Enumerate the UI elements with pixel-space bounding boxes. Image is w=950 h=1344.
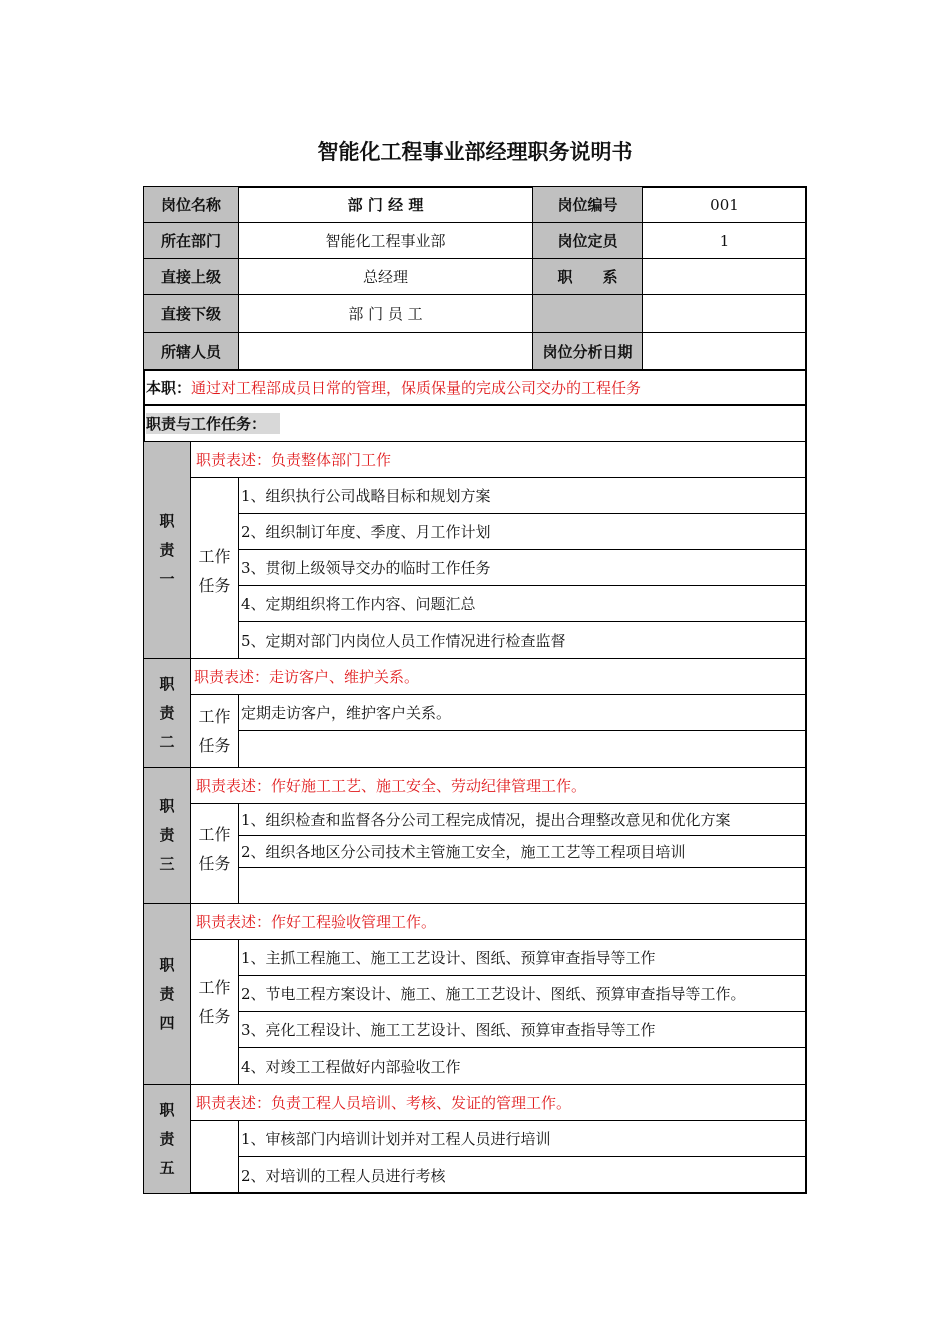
duties-heading-row [143, 405, 807, 442]
duty-4-char-1: 职 [159, 955, 175, 974]
duty-5-char-1: 职 [159, 1100, 175, 1119]
duty-1-task-1: 1、组织执行公司战略目标和规划方案 [238, 477, 807, 514]
duty-3-label [143, 767, 191, 904]
duty-3-task-1: 1、组织检查和监督各分公司工程完成情况，提出合理整改意见和优化方案 [238, 803, 807, 836]
task-label-line-2: 任务 [198, 1007, 231, 1026]
duty-5-task-label [190, 1120, 239, 1194]
task-label-line-2: 任务 [198, 576, 231, 595]
duty-4-char-2: 责 [159, 984, 175, 1003]
duty-1-task-4: 4、定期组织将工作内容、问题汇总 [238, 585, 807, 622]
label-direct-superior: 直接上级 [143, 258, 239, 295]
duty-4-task-label [190, 939, 239, 1085]
label-managed-staff: 所辖人员 [143, 332, 239, 370]
value-job-family [642, 258, 807, 295]
label-job-family: 职 系 [532, 258, 643, 295]
duty-3-description: 职责表述：作好施工工艺、施工安全、劳动纪律管理工作。 [190, 767, 807, 804]
duty-3-char-1: 职 [159, 797, 175, 815]
duty-5-char-2: 责 [159, 1129, 175, 1148]
duty-1-task-5: 5、定期对部门内岗位人员工作情况进行检查监督 [238, 621, 807, 659]
value-direct-subordinate: 部 门 员 工 [238, 294, 533, 333]
label-headcount: 岗位定员 [532, 222, 643, 259]
duty-2-char-1: 职 [159, 674, 175, 693]
duty-1-char-2: 责 [159, 540, 175, 559]
duty-2-label [143, 658, 191, 768]
duty-2-char-3: 二 [159, 732, 175, 751]
label-direct-subordinate: 直接下级 [143, 294, 239, 333]
duty-3-char-2: 责 [159, 826, 175, 844]
duty-5-char-3: 五 [159, 1158, 175, 1177]
value-position-number: 001 [642, 186, 807, 223]
task-label-line-2: 任务 [198, 853, 231, 873]
task-label-line-1: 工作 [198, 824, 231, 844]
empty-label-cell [532, 294, 643, 333]
core-duty-text: 通过对工程部成员日常的管理，保质保量的完成公司交办的工程任务 [191, 379, 642, 397]
task-label-line-2: 任务 [198, 736, 231, 755]
duty-1-task-3: 3、贯彻上级领导交办的临时工作任务 [238, 549, 807, 586]
duty-2-task-2 [238, 730, 807, 768]
duty-3-task-3 [238, 867, 807, 904]
value-headcount: 1 [642, 222, 807, 259]
value-managed-staff [238, 332, 533, 370]
duty-5-description: 职责表述：负责工程人员培训、考核、发证的管理工作。 [190, 1084, 807, 1121]
duty-5-label [143, 1084, 191, 1194]
duty-1-task-label [190, 477, 239, 659]
duty-1-char-1: 职 [159, 511, 175, 530]
duty-4-label [143, 903, 191, 1085]
duty-5-task-1: 1、审核部门内培训计划并对工程人员进行培训 [238, 1120, 807, 1157]
label-position-number: 岗位编号 [532, 186, 643, 223]
core-duty-row [143, 369, 807, 406]
value-direct-superior: 总经理 [238, 258, 533, 295]
duty-1-task-2: 2、组织制订年度、季度、月工作计划 [238, 513, 807, 550]
duty-2-task-label [190, 694, 239, 768]
value-position-name: 部 门 经 理 [238, 186, 533, 223]
duty-4-task-3: 3、亮化工程设计、施工工艺设计、图纸、预算审查指导等工作 [238, 1011, 807, 1048]
duty-2-task-1: 定期走访客户，维护客户关系。 [238, 694, 807, 731]
duty-2-char-2: 责 [159, 703, 175, 722]
page-title: 智能化工程事业部经理职务说明书 [317, 140, 633, 164]
duty-3-task-2: 2、组织各地区分公司技术主管施工安全，施工工艺等工程项目培训 [238, 835, 807, 868]
duty-4-char-3: 四 [159, 1013, 175, 1032]
duties-heading: 职责与工作任务： [146, 413, 280, 434]
core-duty-label: 本职： [146, 379, 192, 397]
empty-value-cell [642, 294, 807, 333]
label-position-name: 岗位名称 [143, 186, 239, 223]
duty-1-description: 职责表述：负责整体部门工作 [190, 441, 807, 478]
duty-3-task-label [190, 803, 239, 904]
duty-4-task-1: 1、主抓工程施工、施工工艺设计、图纸、预算审查指导等工作 [238, 939, 807, 976]
duty-4-task-2: 2、节电工程方案设计、施工、施工工艺设计、图纸、预算审查指导等工作。 [238, 975, 807, 1012]
duty-2-description: 职责表述：走访客户、维护关系。 [190, 658, 807, 695]
duty-1-char-3: 一 [159, 569, 175, 588]
value-department: 智能化工程事业部 [238, 222, 533, 259]
task-label-line-1: 工作 [198, 978, 231, 997]
duty-4-task-4: 4、对竣工工程做好内部验收工作 [238, 1047, 807, 1085]
label-department: 所在部门 [143, 222, 239, 259]
label-analysis-date: 岗位分析日期 [532, 332, 643, 370]
value-analysis-date [642, 332, 807, 370]
duty-1-label [143, 441, 191, 659]
task-label-line-1: 工作 [198, 547, 231, 566]
duty-5-task-2: 2、对培训的工程人员进行考核 [238, 1156, 807, 1194]
duty-4-description: 职责表述：作好工程验收管理工作。 [190, 903, 807, 940]
duty-3-char-3: 三 [159, 855, 175, 873]
task-label-line-1: 工作 [198, 707, 231, 726]
